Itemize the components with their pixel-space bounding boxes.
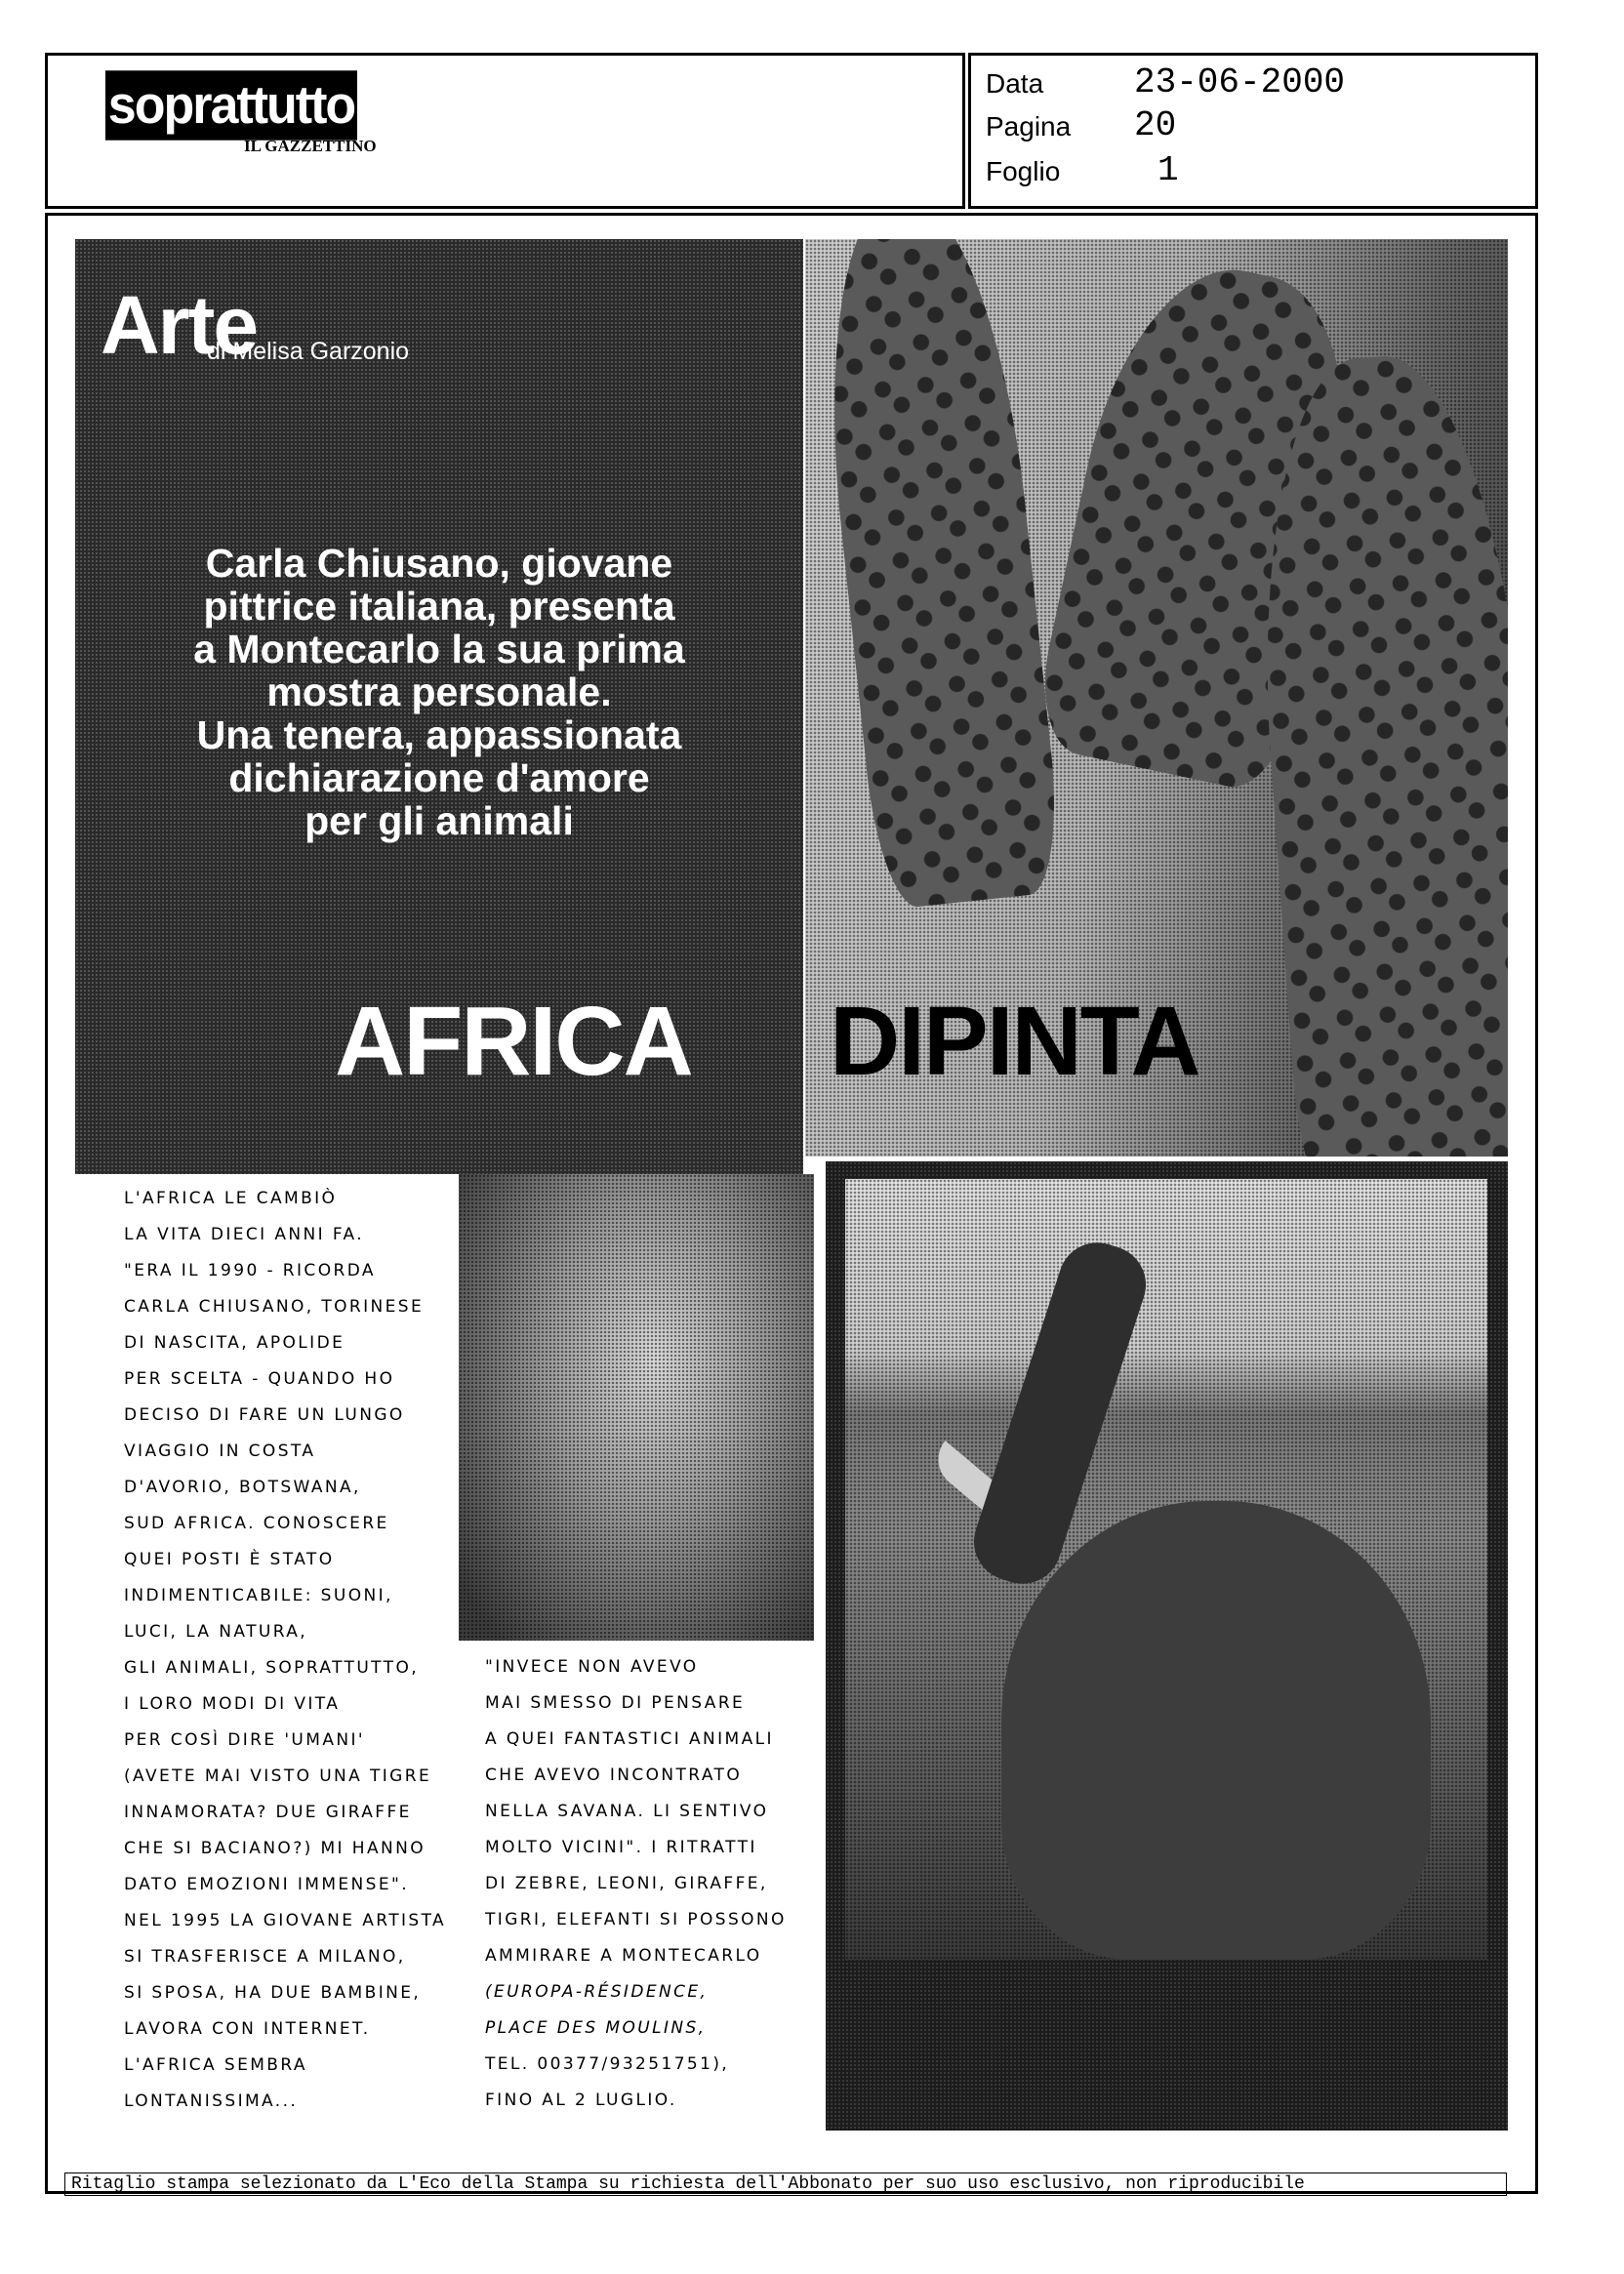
pagina-value: 20 [1134,105,1177,145]
elephant-painting-photo [845,1179,1487,1960]
text-line: GLI ANIMALI, SOPRATTUTTO, [124,1658,420,1678]
text-line: CHE AVEVO INCONTRATO [485,1766,743,1785]
clipping-disclaimer: Ritaglio stampa selezionato da L'Eco della Stampa su richiesta dell'Abbonato per suo uso esclusivo, non riproducibile [64,2172,1507,2196]
text-line: LONTANISSIMA... [124,2091,299,2111]
text-line: (AVETE MAI VISTO UNA TIGRE [124,1766,432,1786]
article-deck [78,542,800,842]
text-line: INNAMORATA? DUE GIRAFFE [124,1803,412,1822]
text-line: MOLTO VICINI". I RITRATTI [485,1838,757,1857]
text-line: LUCI, LA NATURA, [124,1622,308,1642]
article-column-left [124,1181,446,2120]
text-line: DECISO DI FARE UN LUNGO [124,1405,405,1425]
text-line: LAVORA CON INTERNET. [124,2019,371,2039]
text-line: DI ZEBRE, LEONI, GIRAFFE, [485,1874,768,1893]
text-line: L'AFRICA SEMBRA [124,2055,307,2075]
deck-line: per gli animali [304,798,574,843]
text-line: NELLA SAVANA. LI SENTIVO [485,1802,769,1821]
article-column-mid [485,1649,787,2119]
text-line: DI NASCITA, APOLIDE [124,1333,345,1353]
headline-africa: AFRICA [335,987,692,1096]
text-line: L'AFRICA LE CAMBIÒ [124,1189,338,1208]
byline: di Melisa Garzonio [207,338,410,365]
publication-logo: soprattutto [105,70,357,140]
publication-subtitle: IL GAZZETTINO [244,137,377,155]
text-line: I LORO MODI DI VITA [124,1694,341,1714]
text-line: DATO EMOZIONI IMMENSE". [124,1875,409,1894]
text-line: FINO AL 2 LUGLIO. [485,2091,677,2110]
text-line: CARLA CHIUSANO, TORINESE [124,1297,425,1317]
foglio-value: 1 [1157,150,1179,190]
text-line: (EUROPA-RÉSIDENCE, [485,1982,709,2002]
text-line: MAI SMESSO DI PENSARE [485,1693,746,1713]
text-line: INDIMENTICABILE: SUONI, [124,1586,393,1605]
data-value: 23-06-2000 [1134,62,1346,102]
deck-line: dichiarazione d'amore [228,755,650,800]
text-line: AMMIRARE A MONTECARLO [485,1946,762,1966]
text-line: SUD AFRICA. CONOSCERE [124,1514,389,1533]
text-line: PER COSÌ DIRE 'UMANI' [124,1730,365,1750]
text-line: A QUEI FANTASTICI ANIMALI [485,1729,774,1749]
text-line: PLACE DES MOULINS, [485,2018,707,2038]
text-line: TIGRI, ELEFANTI SI POSSONO [485,1910,787,1929]
deck-line: Carla Chiusano, giovane [205,541,673,586]
foglio-label: Foglio [986,156,1061,186]
deck-line: pittrice italiana, presenta [203,584,675,629]
text-line: SI SPOSA, HA DUE BAMBINE, [124,1983,422,2003]
text-line: NEL 1995 LA GIOVANE ARTISTA [124,1911,447,1930]
pagina-label: Pagina [986,111,1072,142]
deck-line: Una tenera, appassionata [196,712,682,757]
deck-line: mostra personale. [266,670,612,714]
data-label: Data [986,68,1044,99]
text-line: SI TRASFERISCE A MILANO, [124,1947,406,1967]
text-line: TEL. 00377/93251751), [485,2054,730,2074]
deck-line: a Montecarlo la sua prima [193,627,685,671]
headline-dipinta: DIPINTA [830,987,1199,1096]
artist-photo [459,1174,814,1641]
text-line: PER SCELTA - QUANDO HO [124,1369,395,1389]
section-title: Arte [101,279,258,371]
text-line: LA VITA DIECI ANNI FA. [124,1225,365,1244]
text-line: CHE SI BACIANO?) MI HANNO [124,1839,426,1858]
text-line: "ERA IL 1990 - RICORDA [124,1261,376,1280]
text-line: VIAGGIO IN COSTA [124,1442,316,1461]
text-line: D'AVORIO, BOTSWANA, [124,1478,361,1497]
text-line: QUEI POSTI È STATO [124,1550,335,1569]
text-line: "INVECE NON AVEVO [485,1657,699,1677]
